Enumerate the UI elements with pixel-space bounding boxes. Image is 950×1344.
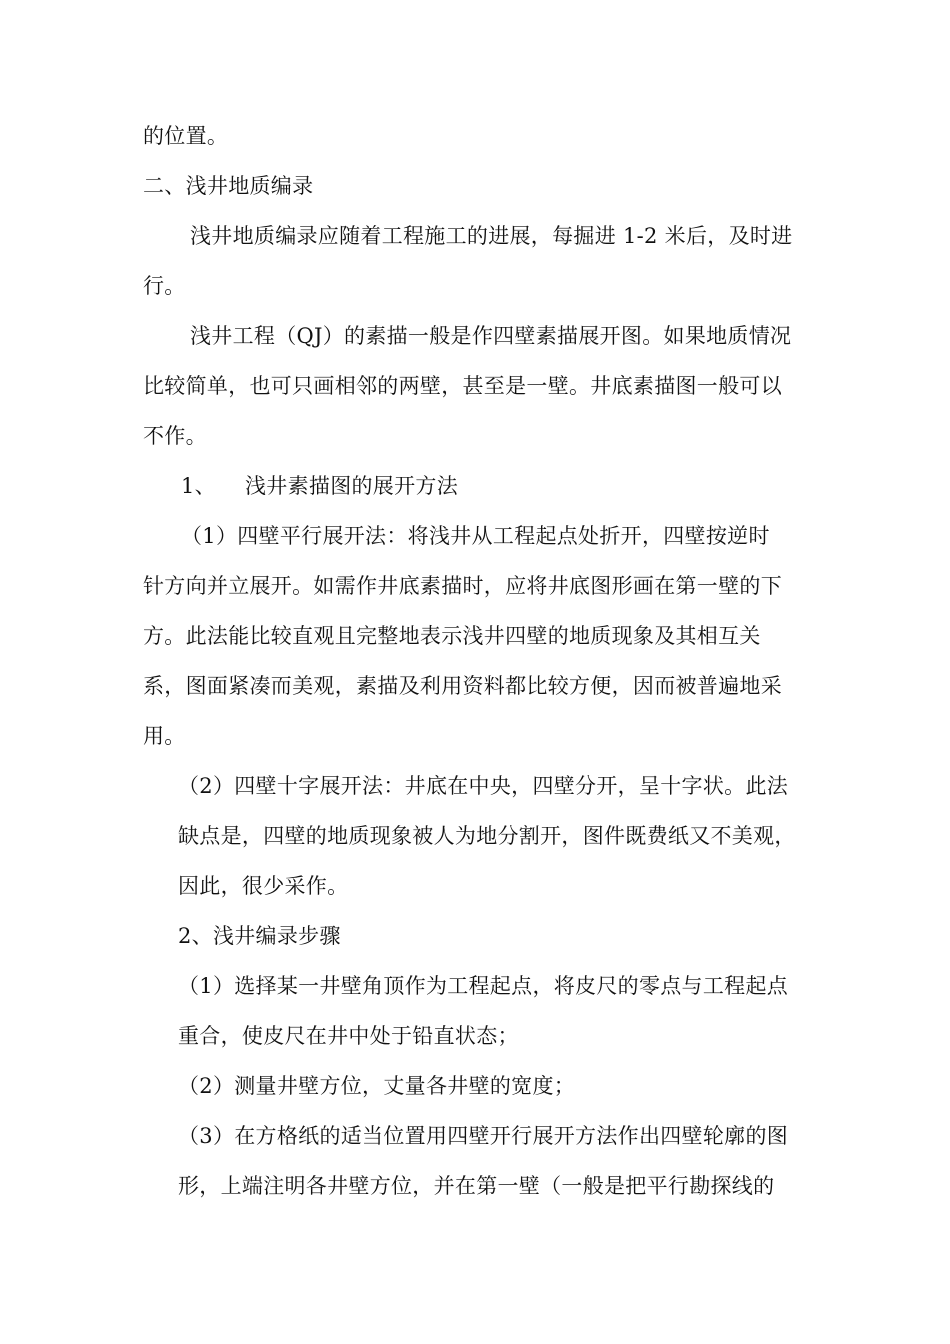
subsection-heading: 浅井素描图的展开方法 [245, 474, 458, 498]
paragraph-line: （2）四壁十字展开法：井底在中央，四壁分开，呈十字状。此法 [178, 774, 789, 798]
paragraph-line: （3）在方格纸的适当位置用四壁开行展开方法作出四壁轮廓的图 [178, 1124, 789, 1148]
text-line: 的位置。 [143, 124, 229, 148]
paragraph-line: 缺点是，四壁的地质现象被人为地分割开，图件既费纸又不美观， [178, 824, 796, 848]
paragraph-line: 浅井工程（QJ）的素描一般是作四壁素描展开图。如果地质情况 [190, 324, 792, 348]
subsection-heading: 2、浅井编录步骤 [178, 924, 341, 948]
paragraph-line: （2）测量井壁方位，丈量各井壁的宽度； [178, 1074, 576, 1098]
paragraph-line: 不作。 [143, 424, 207, 448]
paragraph-line: 浅井地质编录应随着工程施工的进展，每掘进 1-2 米后，及时进 [190, 224, 793, 248]
paragraph-line: 针方向并立展开。如需作井底素描时，应将井底图形画在第一壁的下 [143, 574, 782, 598]
paragraph-line: 用。 [143, 724, 186, 748]
paragraph-line: （1）四壁平行展开法：将浅井从工程起点处折开，四壁按逆时 [181, 524, 770, 548]
paragraph-line: 重合，使皮尺在井中处于铅直状态； [178, 1024, 519, 1048]
paragraph-line: 比较简单，也可只画相邻的两壁，甚至是一壁。井底素描图一般可以 [143, 374, 782, 398]
paragraph-line: 形，上端注明各井壁方位，并在第一壁（一般是把平行勘探线的 [178, 1174, 775, 1198]
list-number: 1、 [181, 474, 216, 498]
paragraph-line: （1）选择某一井壁角顶作为工程起点，将皮尺的零点与工程起点 [178, 974, 789, 998]
section-heading: 二、浅井地质编录 [143, 174, 314, 198]
paragraph-line: 因此，很少采作。 [178, 874, 349, 898]
paragraph-line: 方。此法能比较直观且完整地表示浅井四壁的地质现象及其相互关 [143, 624, 761, 648]
paragraph-line: 系，图面紧凑而美观，素描及利用资料都比较方便，因而被普遍地采 [143, 674, 782, 698]
paragraph-line: 行。 [143, 274, 186, 298]
